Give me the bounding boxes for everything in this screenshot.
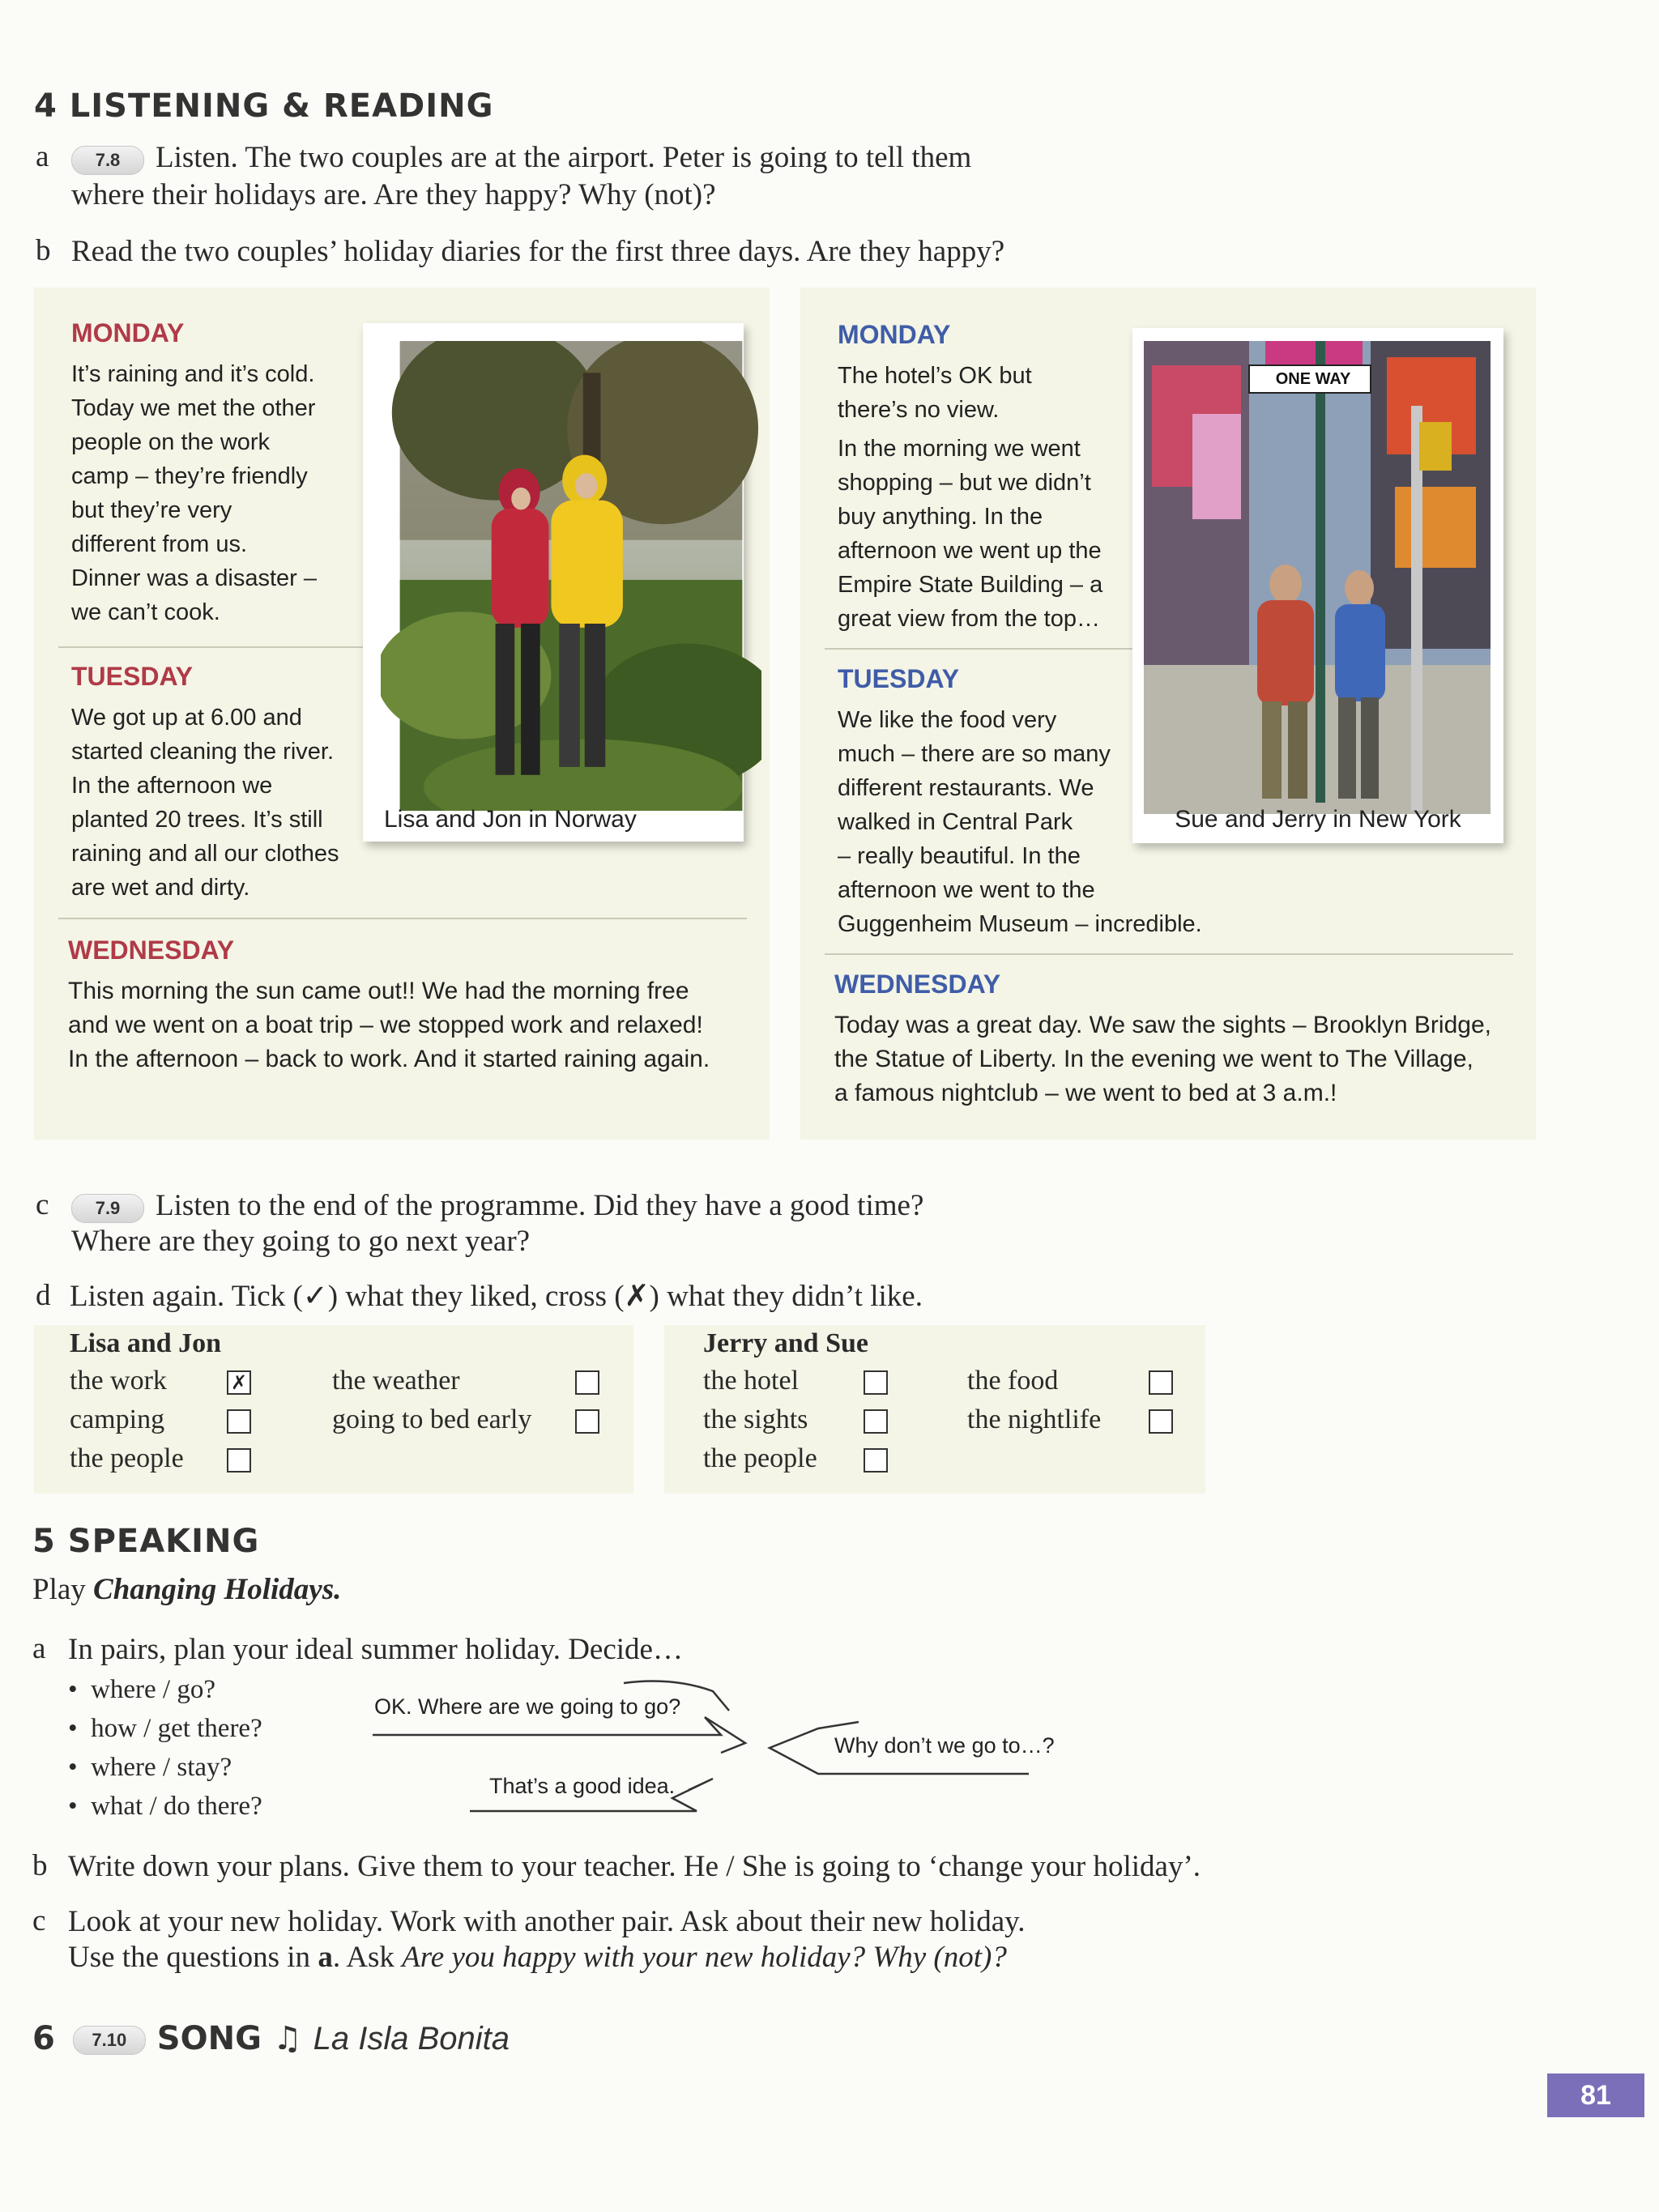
tick-label: the nightlife <box>967 1404 1102 1434</box>
tick-box[interactable] <box>575 1409 599 1434</box>
bubble-line <box>373 1717 745 1753</box>
divider <box>825 953 1513 955</box>
item-a-text-line2: where their holidays are. Are they happy? Why (not)? <box>71 178 716 211</box>
section-6-title: 6 7.10 SONG ♫ La Isla Bonita <box>32 2020 510 2057</box>
item-c-letter: c <box>32 1904 46 1937</box>
speech-bubble-3: That’s a good idea. <box>489 1774 676 1798</box>
jerry-sue-tick-panel <box>664 1325 1205 1494</box>
right-diary-panel <box>800 288 1536 1140</box>
item-c-text-line2: Use the questions in a. Ask Are you happy with your new holiday? Why (not)? <box>68 1941 1007 1974</box>
tuesday-text: We like the food very much – there are so many different restaurants. We walked in Central Park – really beautiful. In the afternoon we went to the Guggenheim Museum – incredible. <box>838 707 1202 937</box>
audio-track-badge[interactable]: 7.8 <box>71 146 144 175</box>
item-b-text: Read the two couples’ holiday diaries for the first three days. Are they happy? <box>71 235 1005 268</box>
lisa-jon-heading: Lisa and Jon <box>70 1328 222 1358</box>
monday-text: The hotel’s OK but there’s no view. In the morning we went shopping – but we didn’t buy anything. In the afternoon we went up the Empire State Building – a great view from the top… <box>838 363 1103 632</box>
item-b-letter: b <box>32 1849 48 1882</box>
tuesday-heading: TUESDAY <box>838 664 959 693</box>
section-5-title: 5 SPEAKING <box>32 1523 260 1560</box>
photo-lisa-jon <box>363 323 744 842</box>
item-c-text: 7.9 Listen to the end of the programme. Did they have a good time? <box>71 1187 923 1225</box>
bullet-item: • where / go? <box>68 1675 215 1704</box>
divider <box>58 918 747 919</box>
tick-box[interactable] <box>227 1448 251 1473</box>
tick-label: going to bed early <box>332 1404 532 1434</box>
item-a-text: 7.8 Listen. The two couples are at the airport. Peter is going to tell them <box>71 139 971 177</box>
item-c-text-line2: Where are they going to go next year? <box>71 1225 531 1258</box>
bullet-item: • how / get there? <box>68 1714 262 1743</box>
one-way-sign: ONE WAY <box>1275 370 1351 388</box>
tick-box[interactable]: ✗ <box>227 1370 251 1395</box>
wednesday-heading: WEDNESDAY <box>834 970 1001 999</box>
photo-sue-jerry <box>1132 328 1503 843</box>
tick-box[interactable] <box>864 1370 888 1395</box>
play-instruction: Play Changing Holidays. <box>32 1573 342 1606</box>
item-a-letter: a <box>32 1632 46 1665</box>
audio-track-badge[interactable]: 7.10 <box>73 2026 146 2055</box>
monday-heading: MONDAY <box>838 320 951 349</box>
monday-heading: MONDAY <box>71 318 185 347</box>
tick-label: the food <box>967 1366 1059 1396</box>
speech-bubble-2: Why don’t we go to…? <box>834 1733 1055 1758</box>
photo-caption-lisa-jon: Lisa and Jon in Norway <box>384 806 637 833</box>
wednesday-text: Today was a great day. We saw the sights – Brooklyn Bridge, the Statue of Liberty. In the evening we went to The Village, a famous nightclub – we went to bed at 3 a.m.! <box>834 1012 1491 1106</box>
tick-label: the people <box>70 1443 184 1473</box>
item-b-text: Write down your plans. Give them to your teacher. He / She is going to ‘change your holiday’. <box>68 1850 1201 1883</box>
music-note-icon: ♫ <box>272 2020 302 2057</box>
item-a-letter: a <box>36 140 49 173</box>
divider <box>825 648 1149 650</box>
item-a-text: In pairs, plan your ideal summer holiday. Decide… <box>68 1633 683 1666</box>
section-4-title: 4 LISTENING & READING <box>34 87 494 125</box>
tick-label: the weather <box>332 1366 460 1396</box>
tick-label: camping <box>70 1404 165 1434</box>
tuesday-text: We got up at 6.00 and started cleaning the river. In the afternoon we planted 20 trees. It’s still raining and all our clothes are wet and dirty. <box>71 705 339 901</box>
photo-couple-in-rain <box>381 341 761 811</box>
tick-box[interactable] <box>575 1370 599 1395</box>
audio-track-badge[interactable]: 7.9 <box>71 1194 144 1223</box>
bullet-item: • where / stay? <box>68 1753 232 1782</box>
item-c-text: Look at your new holiday. Work with another pair. Ask about their new holiday. <box>68 1905 1026 1938</box>
left-diary-panel <box>34 288 770 1140</box>
photo-times-square <box>1144 341 1491 814</box>
speech-bubble-1: OK. Where are we going to go? <box>374 1694 681 1719</box>
item-c-letter: c <box>36 1188 49 1221</box>
tick-label: the hotel <box>703 1366 800 1396</box>
item-d-letter: d <box>36 1279 51 1312</box>
tuesday-heading: TUESDAY <box>71 662 193 691</box>
tick-box[interactable] <box>227 1409 251 1434</box>
item-b-letter: b <box>36 234 51 267</box>
wednesday-heading: WEDNESDAY <box>68 936 235 965</box>
page-number: 81 <box>1547 2073 1644 2117</box>
photo-caption-sue-jerry: Sue and Jerry in New York <box>1175 806 1461 833</box>
tick-label: the sights <box>703 1404 808 1434</box>
monday-text: It’s raining and it’s cold. Today we met the other people on the work camp – they’re friendly but they’re very different from us. Dinner was a disaster – we can’t cook. <box>71 361 318 625</box>
tick-box[interactable] <box>864 1448 888 1473</box>
tick-label: the work <box>70 1366 167 1396</box>
divider <box>58 646 390 648</box>
item-d-text: Listen again. Tick (✓) what they liked, cross (✗) what they didn’t like. <box>70 1280 923 1313</box>
bullet-item: • what / do there? <box>68 1792 262 1821</box>
lisa-jon-tick-panel <box>34 1325 633 1494</box>
wednesday-text: This morning the sun came out!! We had the morning free and we went on a boat trip – we stopped work and relaxed! In the afternoon – back to work. And it started raining again. <box>68 978 710 1072</box>
jerry-sue-heading: Jerry and Sue <box>703 1328 868 1358</box>
tick-box[interactable] <box>1149 1370 1173 1395</box>
tick-label: the people <box>703 1443 817 1473</box>
tick-box[interactable] <box>864 1409 888 1434</box>
tick-box[interactable] <box>1149 1409 1173 1434</box>
